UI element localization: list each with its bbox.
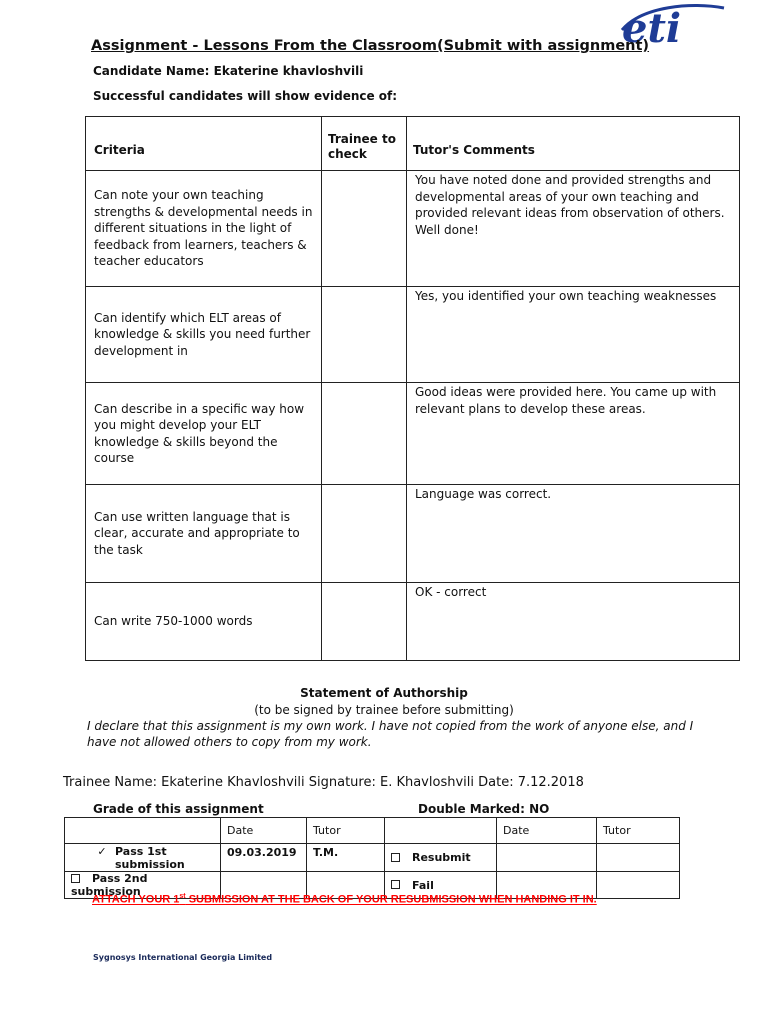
page-title: Assignment - Lessons From the Classroom(Submit with assignment): [91, 38, 650, 54]
statement-subtitle: (to be signed by trainee before submitting): [254, 703, 514, 717]
resubmit-date: [497, 844, 597, 872]
logo-text: eti: [622, 5, 682, 48]
attach-notice-pre: ATTACH YOUR 1: [92, 893, 180, 906]
pass2-label: Pass 2nd submission: [71, 872, 148, 898]
pass1-tutor: T.M.: [307, 844, 385, 872]
double-marked: Double Marked: NO: [418, 802, 550, 816]
grade-row-pass1: [65, 844, 680, 872]
criteria-cell: Can use written language that is clear, accurate and appropriate to the task: [86, 485, 322, 583]
fail-tutor: [597, 872, 680, 899]
pass1-date: 09.03.2019: [221, 844, 307, 872]
resubmit-cell: [385, 844, 497, 872]
attach-notice: [92, 893, 597, 906]
criteria-cell: Can identify which ELT areas of knowledge & skills you need further development in: [86, 287, 322, 383]
trainee-check-cell[interactable]: [322, 383, 407, 485]
criteria-cell: Can describe in a specific way how you might develop your ELT knowledge & skills beyond the course: [86, 383, 322, 485]
statement-title: Statement of Authorship: [300, 686, 468, 700]
tutor-header: Tutor: [597, 818, 680, 844]
candidate-name: Candidate Name: Ekaterine khavloshvili: [93, 64, 364, 78]
empty-cell: [385, 818, 497, 844]
tutor-comments-header: Tutor's Comments: [407, 117, 740, 171]
table-row: [86, 287, 740, 383]
trainee-check-cell[interactable]: [322, 171, 407, 287]
table-row: [86, 171, 740, 287]
pass2-checkbox-icon[interactable]: [71, 874, 80, 883]
table-row: [86, 383, 740, 485]
tutor-comment-cell: Good ideas were provided here. You came up with relevant plans to develop these areas.: [407, 383, 740, 485]
date-header: Date: [497, 818, 597, 844]
criteria-table: [85, 116, 740, 661]
trainee-check-cell[interactable]: [322, 583, 407, 661]
grade-heading: Grade of this assignment: [93, 802, 264, 816]
tutor-header: Tutor: [307, 818, 385, 844]
tutor-comment-cell: You have noted done and provided strengths and developmental areas of your own teaching and provided relevant ideas from observation of others. Well done!: [407, 171, 740, 287]
date-header: Date: [221, 818, 307, 844]
resubmit-label: Resubmit: [412, 851, 471, 864]
criteria-cell: Can write 750-1000 words: [86, 583, 322, 661]
grade-table: [64, 817, 680, 899]
checkmark-icon[interactable]: ✓: [97, 844, 107, 858]
fail-checkbox-icon[interactable]: [391, 880, 400, 889]
empty-cell: [65, 818, 221, 844]
criteria-header-row: [86, 117, 740, 171]
fail-label: Fail: [412, 878, 434, 892]
pass1-cell: [65, 844, 221, 872]
tutor-comment-cell: Language was correct.: [407, 485, 740, 583]
table-row: [86, 485, 740, 583]
table-row: [86, 583, 740, 661]
pass1-label: Pass 1st submission: [115, 844, 185, 871]
resubmit-tutor: [597, 844, 680, 872]
grade-header-row: [65, 818, 680, 844]
tutor-comment-cell: OK - correct: [407, 583, 740, 661]
trainee-check-cell[interactable]: [322, 485, 407, 583]
statement-body: I declare that this assignment is my own work. I have not copied from the work of anyone else, and I have not allowed others to copy from my work.: [87, 719, 694, 749]
trainee-signature-line: Trainee Name: Ekaterine Khavloshvili Signature: E. Khavloshvili Date: 7.12.2018: [63, 775, 584, 790]
footer-company: Sygnosys International Georgia Limited: [93, 953, 273, 962]
attach-notice-post: SUBMISSION AT THE BACK OF YOUR RESUBMISSION WHEN HANDING IT IN.: [185, 893, 597, 906]
tutor-comment-cell: Yes, you identified your own teaching weaknesses: [407, 287, 740, 383]
criteria-header: Criteria: [86, 117, 322, 171]
criteria-cell: Can note your own teaching strengths & developmental needs in different situations in the light of feedback from learners, teachers & teacher educators: [86, 171, 322, 287]
evidence-intro: Successful candidates will show evidence of:: [93, 89, 398, 103]
trainee-check-header: Trainee to check: [322, 117, 407, 171]
attach-notice-sup: st: [179, 893, 186, 900]
trainee-check-cell[interactable]: [322, 287, 407, 383]
resubmit-checkbox-icon[interactable]: [391, 853, 400, 862]
